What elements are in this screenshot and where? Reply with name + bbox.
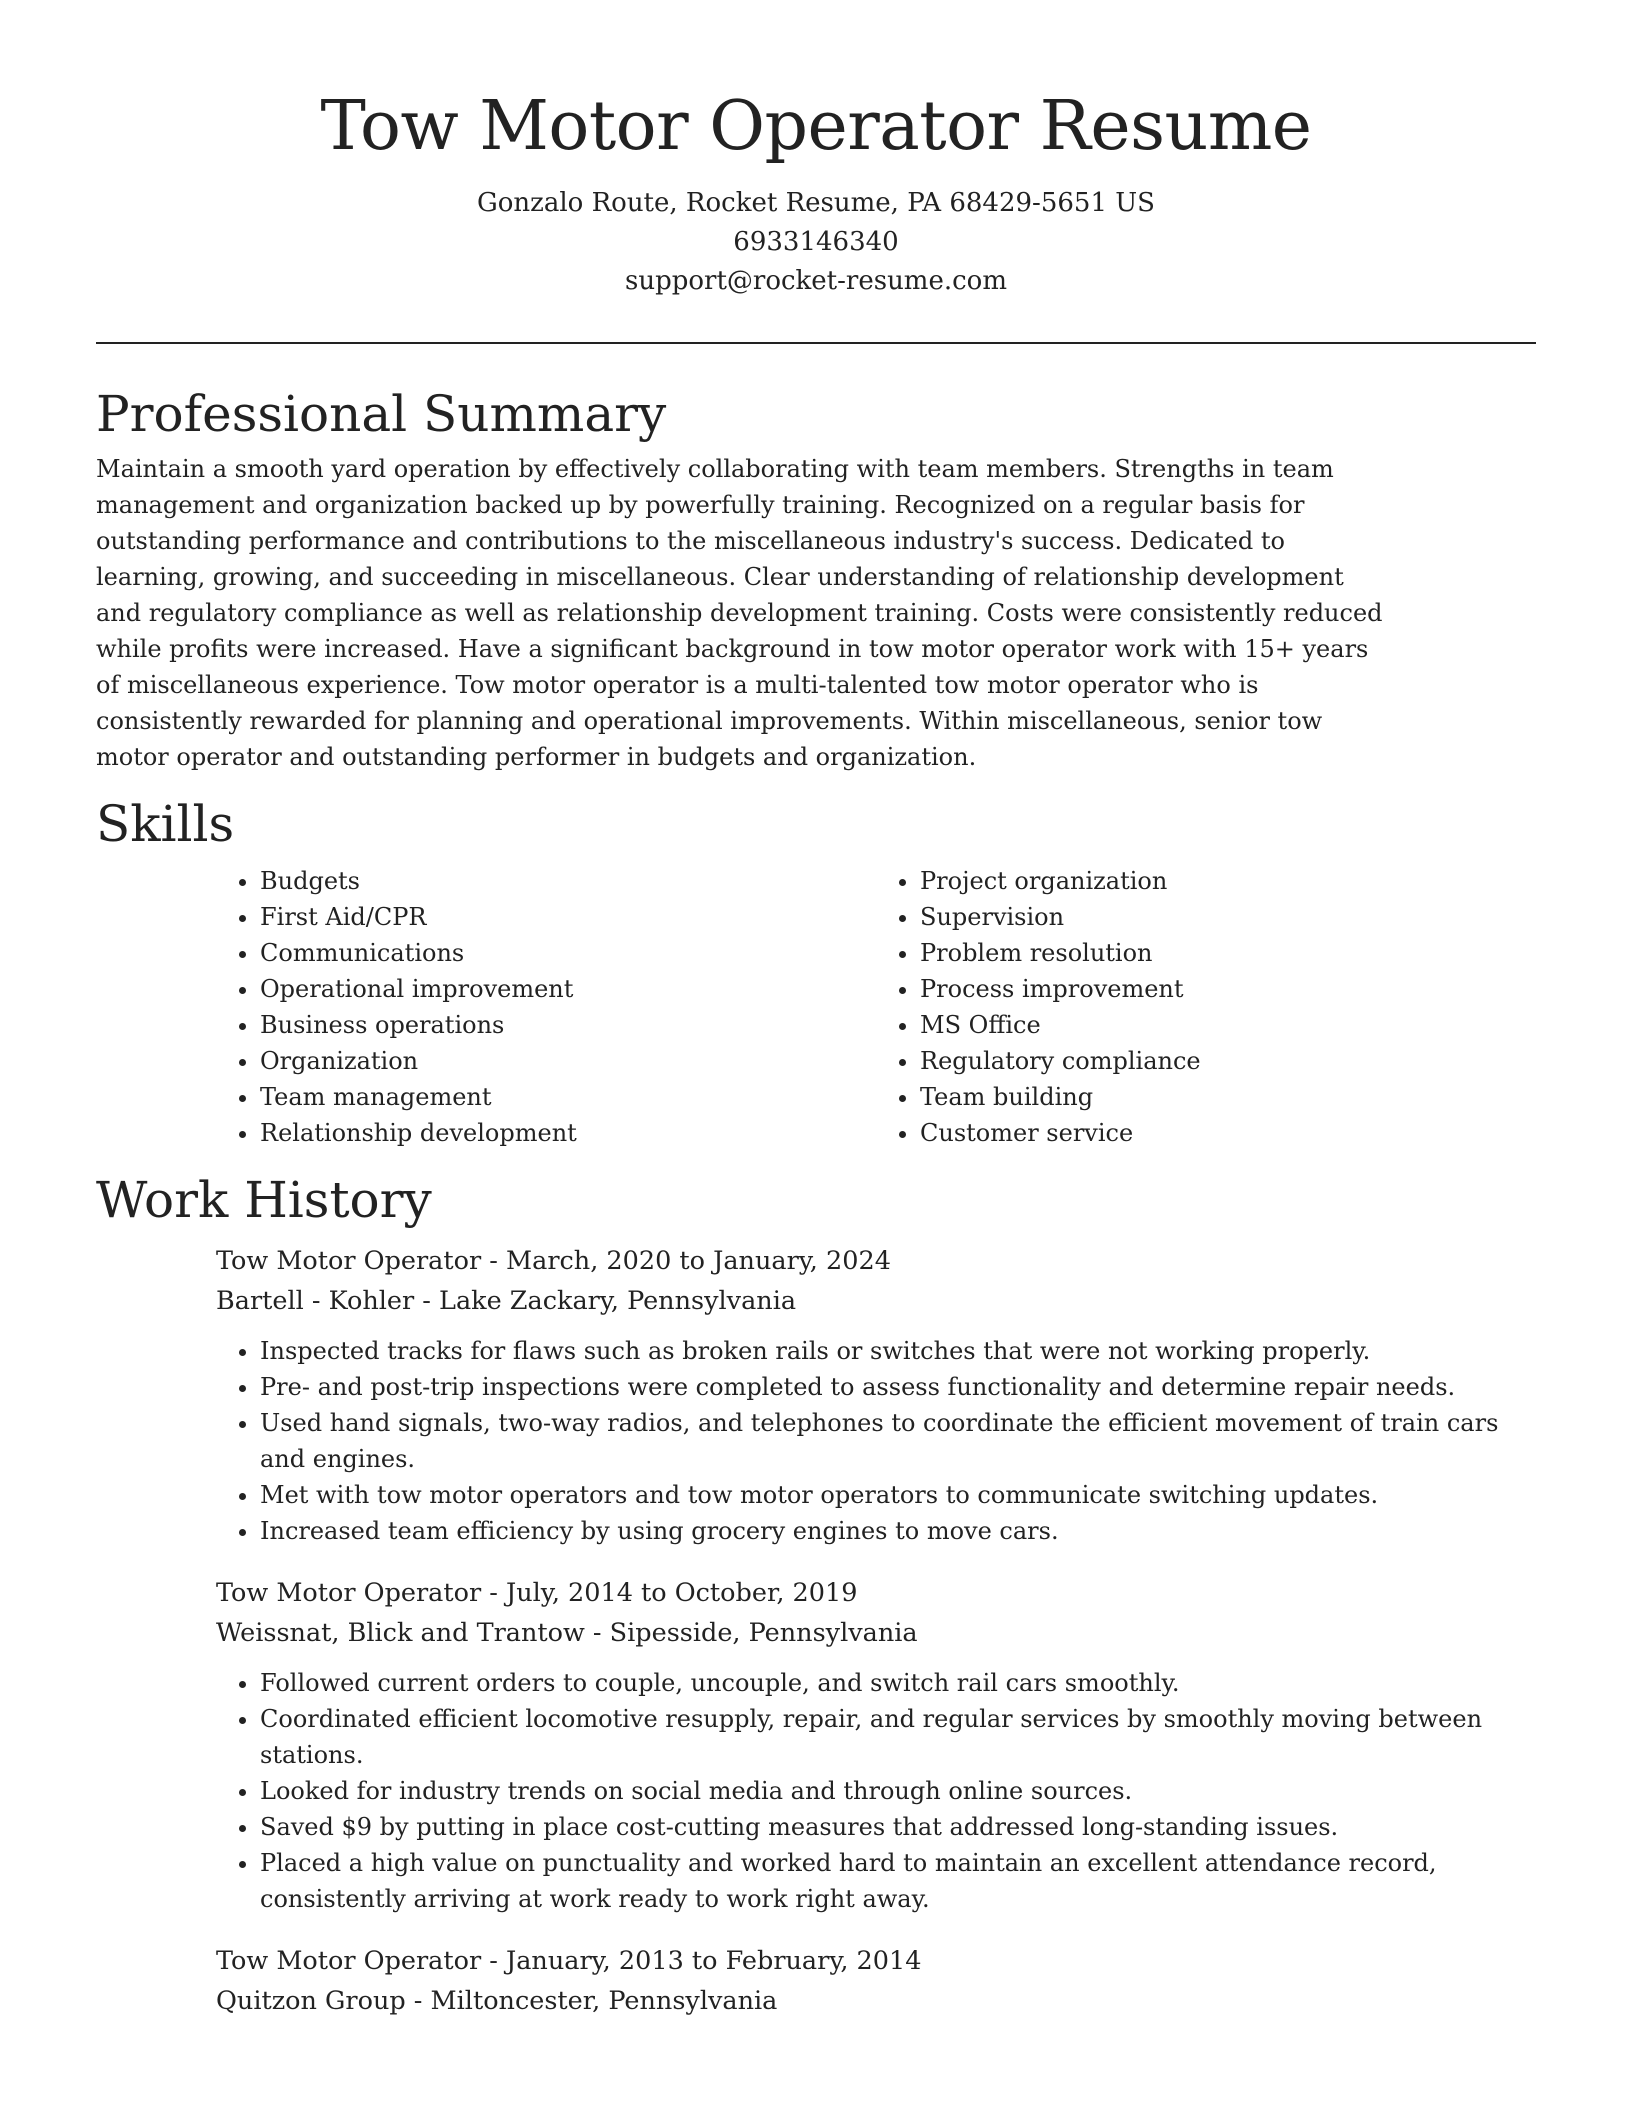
job-bullet: • Coordinated efficient locomotive resupply, repair, and regular services by smoothly moving between stations. <box>260 1701 1536 1773</box>
contact-phone: 6933146340 <box>733 227 899 257</box>
skill-item: • Problem resolution <box>920 935 1536 971</box>
contact-address: Gonzalo Route, Rocket Resume, PA 68429-5651 US <box>476 188 1155 218</box>
skill-item: • Team management <box>260 1079 876 1115</box>
summary-text: Maintain a smooth yard operation by effectively collaborating with team members. Strengths in team management and organization backed up by powerfully training. Recognized on a regular basis for outstanding performance and contributions to the miscellaneous industry's success. Dedicated to learning, growing, and succeeding in miscellaneous. Clear understanding of relationship development and regulatory compliance as well as relationship development training. Costs were consistently reduced while profits were increased. Have a significant background in tow motor operator work with 15+ years of miscellaneous experience. Tow motor operator is a multi-talented tow motor operator who is consistently rewarded for planning and operational improvements. Within miscellaneous, senior tow motor operator and outstanding performer in budgets and organization. <box>96 455 1383 771</box>
skills-heading: Skills <box>96 795 235 853</box>
job-title-line: Tow Motor Operator - March, 2020 to January, 2024 <box>216 1246 891 1276</box>
skill-item: • First Aid/CPR <box>260 899 876 935</box>
job-bullet-list <box>216 1333 1536 1549</box>
header-divider <box>96 342 1536 344</box>
job-bullet: • Pre- and post-trip inspections were completed to assess functionality and determine repair needs. <box>260 1369 1536 1405</box>
skill-item: • Customer service <box>920 1115 1536 1151</box>
job-title-line: Tow Motor Operator - January, 2013 to February, 2014 <box>216 1946 922 1976</box>
skill-item: • Project organization <box>920 863 1536 899</box>
job-entry <box>216 1941 1536 2021</box>
skill-item: • Business operations <box>260 1007 876 1043</box>
work-history-heading: Work History <box>96 1171 432 1229</box>
resume-header <box>0 0 1632 301</box>
job-bullet: • Saved $9 by putting in place cost-cutting measures that addressed long-standing issues. <box>260 1809 1536 1845</box>
job-bullet: • Met with tow motor operators and tow motor operators to communicate switching updates. <box>260 1477 1536 1513</box>
job-bullet: • Followed current orders to couple, uncouple, and switch rail cars smoothly. <box>260 1665 1536 1701</box>
resume-title: Tow Motor Operator Resume <box>320 87 1312 166</box>
skill-item: • Budgets <box>260 863 876 899</box>
skills-columns <box>216 863 1536 1151</box>
skills-section <box>96 793 1536 1151</box>
job-company-line: Weissnat, Blick and Trantow - Sipesside, Pennsylvania <box>216 1618 918 1648</box>
resume-body <box>96 383 1536 2045</box>
skills-list-left <box>216 863 876 1151</box>
skill-item: • Team building <box>920 1079 1536 1115</box>
job-bullet: • Increased team efficiency by using grocery engines to move cars. <box>260 1513 1536 1549</box>
skills-list-right <box>876 863 1536 1151</box>
job-company-line: Quitzon Group - Miltoncester, Pennsylvania <box>216 1986 778 2016</box>
job-company-line: Bartell - Kohler - Lake Zackary, Pennsylvania <box>216 1286 797 1316</box>
job-entry <box>216 1573 1536 1917</box>
skill-item: • Operational improvement <box>260 971 876 1007</box>
work-history-section <box>96 1169 1536 2021</box>
job-bullet-list <box>216 1665 1536 1917</box>
skill-item: • Organization <box>260 1043 876 1079</box>
skill-item: • Communications <box>260 935 876 971</box>
job-title-line: Tow Motor Operator - July, 2014 to October, 2019 <box>216 1578 858 1608</box>
contact-email: support@rocket-resume.com <box>624 266 1007 296</box>
job-bullet: • Placed a high value on punctuality and worked hard to maintain an excellent attendance record, consistently arriving at work ready to work right away. <box>260 1845 1536 1917</box>
job-bullet: • Looked for industry trends on social media and through online sources. <box>260 1773 1536 1809</box>
job-bullet: • Used hand signals, two-way radios, and telephones to coordinate the efficient movement of train cars and engines. <box>260 1405 1536 1477</box>
contact-block <box>0 184 1632 301</box>
skill-item: • MS Office <box>920 1007 1536 1043</box>
skill-item: • Relationship development <box>260 1115 876 1151</box>
skill-item: • Process improvement <box>920 971 1536 1007</box>
skill-item: • Regulatory compliance <box>920 1043 1536 1079</box>
skill-item: • Supervision <box>920 899 1536 935</box>
job-entry <box>216 1241 1536 1549</box>
summary-heading: Professional Summary <box>96 385 667 443</box>
summary-section <box>96 383 1536 775</box>
job-bullet: • Inspected tracks for flaws such as broken rails or switches that were not working properly. <box>260 1333 1536 1369</box>
